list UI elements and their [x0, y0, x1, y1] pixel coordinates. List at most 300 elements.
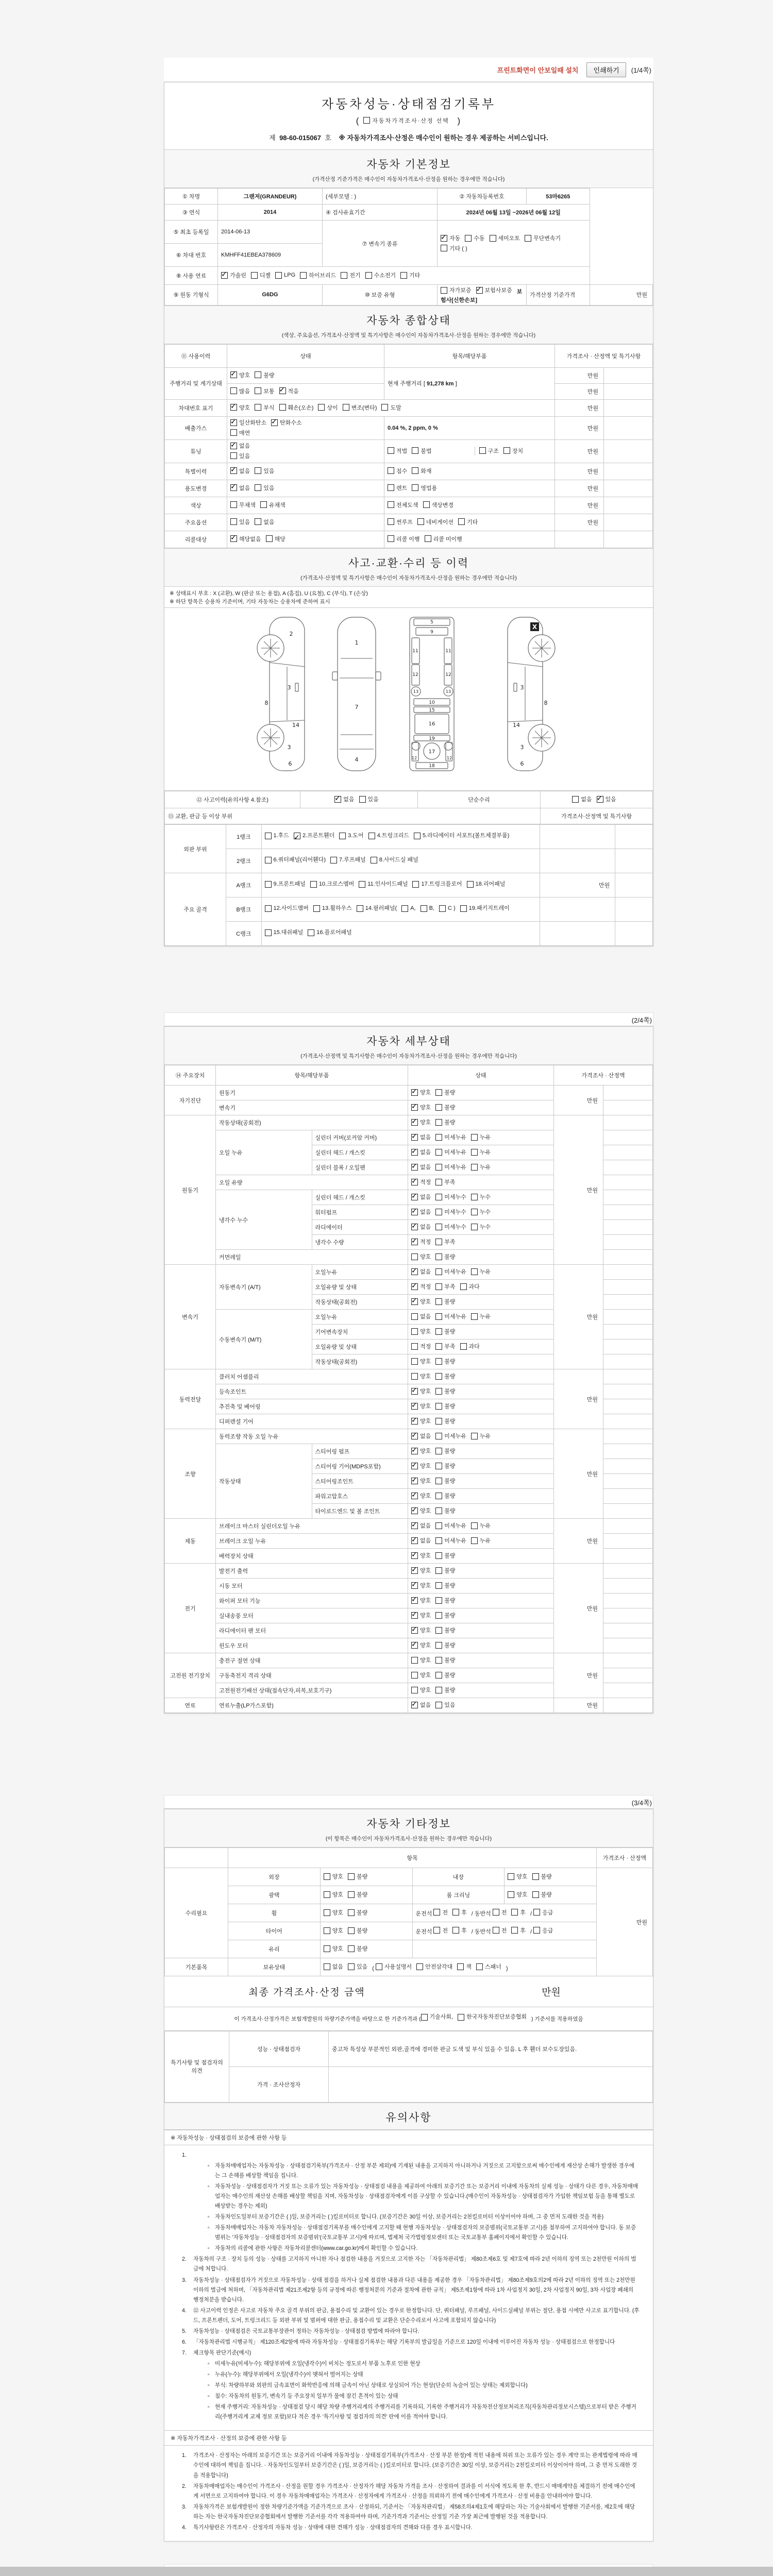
status-cell — [408, 1519, 554, 1534]
checkbox-누유[interactable] — [471, 1268, 478, 1275]
note-cell — [603, 1489, 653, 1504]
checkbox-양호[interactable] — [411, 1388, 418, 1395]
checkbox-label: 전체도색 — [396, 502, 418, 509]
note-cell — [604, 480, 653, 497]
checkbox-item — [511, 1908, 526, 1917]
checkbox-불량[interactable] — [435, 1597, 442, 1604]
checkbox-item — [357, 903, 397, 914]
checkbox-있음[interactable] — [359, 796, 366, 803]
checkbox-없음[interactable] — [230, 484, 237, 491]
checkbox-없음[interactable] — [411, 1268, 418, 1275]
diagram-number-8: 8 — [264, 700, 268, 707]
checkbox-무단변속기[interactable] — [525, 235, 531, 242]
checkbox-양호[interactable] — [411, 1418, 418, 1425]
checkbox-화재[interactable] — [412, 467, 418, 474]
checkbox-17.트렁크플로어[interactable] — [412, 881, 419, 888]
checkbox-매연[interactable] — [230, 429, 237, 436]
checkbox-기타[interactable] — [458, 518, 465, 525]
checkbox-있음[interactable] — [597, 796, 603, 803]
checkbox-B,[interactable] — [421, 905, 427, 912]
checkbox-부족[interactable] — [435, 1179, 442, 1185]
checkbox-10.크로스멤버[interactable] — [310, 881, 317, 888]
checkbox-양호[interactable] — [411, 1253, 418, 1260]
checkbox-label: 적정 — [420, 1284, 431, 1291]
checkbox-미세누유[interactable] — [435, 1313, 442, 1320]
checkbox-불량[interactable] — [435, 1493, 442, 1499]
checkbox-적법[interactable] — [388, 447, 394, 454]
checkbox-양호[interactable] — [411, 1298, 418, 1305]
repair-외장: 외장 — [228, 1868, 321, 1886]
checkbox-양호[interactable] — [230, 404, 237, 411]
checkbox-양호[interactable] — [411, 1448, 418, 1454]
status-cell — [408, 1190, 554, 1205]
diagram-number-11: 11 — [445, 649, 451, 654]
checkbox-label: 응급 — [542, 1909, 553, 1916]
checkbox-하이브리드[interactable] — [300, 272, 307, 279]
checkbox-불량[interactable] — [435, 1089, 442, 1096]
opinion-appraiser-text — [329, 2066, 653, 2102]
checkbox-안전삼각대[interactable] — [416, 1963, 423, 1970]
checkbox-불량[interactable] — [348, 1945, 355, 1952]
checkbox-label: 잭 — [466, 1964, 472, 1971]
checkbox-item — [324, 1962, 343, 1971]
checkbox-없음[interactable] — [255, 518, 261, 525]
checkbox-불량[interactable] — [435, 1373, 442, 1380]
checkbox-영업용[interactable] — [412, 484, 418, 491]
checkbox-변조(변타)[interactable] — [343, 404, 349, 411]
checkbox-일산화탄소[interactable] — [230, 419, 237, 426]
checkbox-미세누유[interactable] — [435, 1268, 442, 1275]
opinion-inspector-label: 성능 · 상태점검자 — [229, 2031, 329, 2066]
checkbox-없음[interactable] — [411, 1702, 418, 1708]
note-cell — [603, 1220, 653, 1235]
notice-perf-heading: ※ 자동차성능 · 상태점검의 보증에 관한 사항 등 — [164, 2130, 653, 2145]
checkbox-후[interactable] — [452, 1927, 459, 1934]
checkbox-보통[interactable] — [255, 387, 261, 394]
checkbox-가솔린[interactable] — [221, 272, 228, 279]
checkbox-불량[interactable] — [435, 1612, 442, 1619]
checkbox-전[interactable] — [493, 1909, 499, 1916]
checkbox-label: 있음 — [239, 453, 250, 460]
checkbox-후[interactable] — [452, 1909, 459, 1916]
checkbox-16.플로어패널[interactable] — [308, 929, 314, 936]
checkbox-누수[interactable] — [471, 1209, 478, 1215]
checkbox-item — [493, 1908, 507, 1917]
checkbox-침수[interactable] — [388, 467, 394, 474]
checkbox-없음[interactable] — [411, 1149, 418, 1156]
checkbox-불량[interactable] — [435, 1552, 442, 1559]
simple-repair-status — [541, 791, 653, 808]
rank-options — [261, 849, 540, 873]
checkbox-전[interactable] — [433, 1909, 440, 1916]
checkbox-미세누유[interactable] — [435, 1522, 442, 1529]
checkbox-양호[interactable] — [508, 1873, 514, 1880]
checkbox-무채색[interactable] — [230, 501, 237, 508]
checkbox-색상변경[interactable] — [423, 501, 430, 508]
page-3 — [164, 1808, 653, 2541]
checkbox-불량[interactable] — [532, 1873, 539, 1880]
checkbox-label: 없음 — [239, 443, 250, 449]
checkbox-불량[interactable] — [435, 1567, 442, 1574]
checkbox-양호[interactable] — [324, 1945, 330, 1952]
checkbox-부족[interactable] — [435, 1343, 442, 1350]
checkbox-A,[interactable] — [401, 905, 408, 912]
checkbox-불량[interactable] — [435, 1119, 442, 1126]
checkbox-label: 양호 — [420, 1254, 431, 1261]
checkbox-응급[interactable] — [533, 1927, 540, 1934]
status-cell — [408, 1384, 554, 1399]
checkbox-리콜 이행[interactable] — [388, 535, 394, 542]
checkbox-있음[interactable] — [255, 467, 261, 474]
checkbox-label: 없음 — [239, 485, 250, 492]
checkbox-불량[interactable] — [435, 1298, 442, 1305]
notice-item: 1. 가격조사 · 산정자는 아래의 보증기간 또는 보증거리 이내에 자동차성능 · 상태점검기록부(가격조사 · 산정 부분 한정)에 적힌 내용에 허위 또는 오류가 있는 경우 계약 또는 관계법령에 따라 매수인에 대하여 책임을 집니다. · 자동차인도일부터 보증기간은 ( )일, 보증거리는 ( )킬로미터로 합니다. (보증기간은 30일 이상, 보증거리는 2천킬로미터 이상이어야 하며, 그 중 먼저 도래한 것을 적용합니다) — [182, 2452, 637, 2479]
checkbox-4.트렁크리드[interactable] — [368, 833, 375, 839]
row-label-차대번호 표기: 차대번호 표기 — [165, 399, 227, 416]
checkbox-양호[interactable] — [411, 1687, 418, 1693]
final-price-note: 이 가격조사·산정가격은 보험개발원의 차량기준가액을 바탕으로 한 기준가격과 ( 기술사회, 한국자동차진단보증협회 ) 기준서를 적용하였음 — [164, 2007, 653, 2031]
checkbox-item — [265, 903, 309, 914]
checkbox-label: 양호 — [420, 1657, 431, 1664]
checkbox-양호[interactable] — [230, 371, 237, 378]
checkbox-부족[interactable] — [435, 1239, 442, 1245]
note-cell — [603, 1235, 653, 1250]
checkbox-누유[interactable] — [471, 1134, 478, 1141]
checkbox-15.대쉬패널[interactable] — [265, 929, 272, 936]
checkbox-label: 5.라디에이터 서포트(볼트체결부품) — [423, 832, 510, 839]
checkbox-불량[interactable] — [348, 1927, 355, 1934]
checkbox-양호[interactable] — [411, 1612, 418, 1619]
checkbox-양호[interactable] — [411, 1089, 418, 1096]
checkbox-label: 미세누유 — [444, 1164, 466, 1171]
checkbox-디젤[interactable] — [251, 272, 258, 279]
checkbox-label: 양호 — [420, 1508, 431, 1515]
checkbox-보험사보증[interactable] — [476, 287, 483, 294]
checkbox-양호[interactable] — [411, 1597, 418, 1604]
checkbox-미세누유[interactable] — [435, 1537, 442, 1544]
checkbox-누수[interactable] — [471, 1224, 478, 1230]
checkbox-양호[interactable] — [411, 1358, 418, 1365]
checkbox-불량[interactable] — [435, 1328, 442, 1335]
checkbox-적정[interactable] — [411, 1283, 418, 1290]
checkbox-item — [511, 1926, 526, 1935]
checkbox-없음[interactable] — [411, 1134, 418, 1141]
checkbox-12.사이드멤버[interactable] — [265, 905, 272, 912]
checkbox-양호[interactable] — [411, 1463, 418, 1469]
checkbox-적정[interactable] — [411, 1343, 418, 1350]
checkbox-양호[interactable] — [411, 1642, 418, 1649]
checkbox-1.후드[interactable] — [265, 833, 272, 839]
checkbox-없음[interactable] — [411, 1224, 418, 1230]
checkbox-과다[interactable] — [460, 1283, 467, 1290]
checkbox-label: 양호 — [420, 1105, 431, 1111]
checkbox-item — [411, 1521, 431, 1530]
checkbox-미세누유[interactable] — [435, 1433, 442, 1439]
checkbox-있음[interactable] — [435, 1702, 442, 1708]
checkbox-label: 1.후드 — [273, 832, 289, 839]
checkbox-6.쿼터패널(리어휀다)[interactable] — [265, 857, 272, 863]
checkbox-누유[interactable] — [471, 1522, 478, 1529]
checkbox-미세누유[interactable] — [435, 1149, 442, 1156]
checkbox-양호[interactable] — [411, 1552, 418, 1559]
checkbox-없음[interactable] — [411, 1537, 418, 1544]
checkbox-세미오토[interactable] — [490, 235, 496, 242]
checkbox-후[interactable] — [511, 1927, 518, 1934]
checkbox-5.라디에이터 서포트(볼트체결부품)[interactable] — [414, 833, 421, 839]
checkbox-적음[interactable] — [279, 387, 286, 394]
checkbox-label: 없음 — [420, 1149, 431, 1156]
checkbox-양호[interactable] — [411, 1672, 418, 1679]
checkbox-수소전기[interactable] — [365, 272, 372, 279]
checkbox-label: 불량 — [444, 1090, 456, 1096]
checkbox-양호[interactable] — [324, 1927, 330, 1934]
checkbox-없음[interactable] — [411, 1194, 418, 1200]
note-cell — [603, 1549, 653, 1564]
final-price-row — [164, 1976, 653, 2007]
section-overall-note: (색상, 주요옵션, 가격조사·산정액 및 특기사항은 매수인이 자동차가격조사·산정을 원하는 경우에만 적습니다) — [281, 332, 536, 338]
checkbox-불량[interactable] — [348, 1891, 355, 1898]
checkbox-양호[interactable] — [411, 1582, 418, 1589]
checkbox-14.필러패널([interactable] — [357, 905, 363, 912]
checkbox-없음[interactable] — [411, 1209, 418, 1215]
checkbox-label: 없음 — [420, 1314, 431, 1320]
checkbox-item — [411, 1551, 431, 1560]
checkbox-3.도어[interactable] — [339, 833, 346, 839]
checkbox-미세누유[interactable] — [435, 1164, 442, 1171]
checkbox-불량[interactable] — [435, 1657, 442, 1664]
checkbox-label: 미세누유 — [444, 1149, 466, 1156]
checkbox-label: 리콜 이행 — [396, 536, 420, 543]
checkbox-7.루프패널[interactable] — [330, 857, 337, 863]
checkbox-label: 적정 — [420, 1239, 431, 1246]
checkbox-불량[interactable] — [348, 1909, 355, 1916]
checkbox-label: 양호 — [420, 1388, 431, 1395]
checkbox-label: 불량 — [444, 1120, 456, 1126]
item-배력장치 상태: 배력장치 상태 — [216, 1549, 408, 1564]
checkbox-불량[interactable] — [435, 1507, 442, 1514]
checkbox-불량[interactable] — [435, 1418, 442, 1425]
checkbox-해당[interactable] — [266, 535, 273, 542]
checkbox-누수[interactable] — [471, 1194, 478, 1200]
price-cell: 만원 — [555, 367, 604, 383]
standard-book-2-checkbox[interactable] — [458, 2014, 464, 2021]
item-등속조인트: 등속조인트 — [216, 1384, 408, 1399]
label-reg-no: ② 자동차등록번호 — [438, 189, 527, 205]
checkbox-잭[interactable] — [457, 1963, 464, 1970]
checkbox-썬루프[interactable] — [388, 518, 394, 525]
checkbox-사용설명서[interactable] — [376, 1963, 382, 1970]
checkbox-양호[interactable] — [411, 1493, 418, 1499]
checkbox-item — [435, 1626, 455, 1634]
checkbox-없음[interactable] — [572, 796, 579, 803]
subitem-작동상태(공회전): 작동상태(공회전) — [312, 1295, 408, 1310]
checkbox-네비게이션[interactable] — [417, 518, 424, 525]
checkbox-불법[interactable] — [412, 447, 418, 454]
checkbox-리콜 미이행[interactable] — [425, 535, 431, 542]
checkbox-있음[interactable] — [348, 1963, 355, 1970]
checkbox-없음[interactable] — [230, 467, 237, 474]
checkbox-있음[interactable] — [230, 452, 237, 459]
checkbox-렌트[interactable] — [388, 484, 394, 491]
checkbox-스패너[interactable] — [476, 1963, 483, 1970]
checkbox-없음[interactable] — [411, 1313, 418, 1320]
checkbox-적정[interactable] — [411, 1179, 418, 1185]
checkbox-양호[interactable] — [324, 1873, 330, 1880]
print-button[interactable]: 인쇄하기 — [586, 62, 626, 77]
checkbox-양호[interactable] — [411, 1119, 418, 1126]
section-etc — [164, 1809, 653, 1848]
checkbox-기타[interactable] — [400, 272, 407, 279]
checkbox-없음[interactable] — [411, 1164, 418, 1171]
checkbox-유채색[interactable] — [260, 501, 267, 508]
checkbox-없음[interactable] — [411, 1433, 418, 1439]
checkbox-item — [435, 1342, 455, 1350]
checkbox-있음[interactable] — [230, 518, 237, 525]
checkbox-11.인사이드패널[interactable] — [359, 881, 365, 888]
checkbox-불량[interactable] — [435, 1478, 442, 1484]
checkbox-label: C ) — [448, 905, 456, 911]
checkbox-item — [343, 403, 377, 412]
checkbox-item — [324, 1926, 343, 1935]
etc-h-empty — [165, 1848, 228, 1868]
checkbox-누유[interactable] — [471, 1433, 478, 1439]
status-cell — [408, 1354, 554, 1369]
price-select-checkbox[interactable] — [363, 117, 370, 124]
checkbox-누유[interactable] — [471, 1149, 478, 1156]
checkbox-양호[interactable] — [411, 1507, 418, 1514]
checkbox-label: 미세누유 — [444, 1269, 466, 1276]
checkbox-불량[interactable] — [435, 1358, 442, 1365]
checkbox-후[interactable] — [511, 1909, 518, 1916]
checkbox-item — [411, 1462, 431, 1470]
checkbox-미세누수[interactable] — [435, 1194, 442, 1200]
item-냉각수 누수: 냉각수 누수 — [216, 1190, 312, 1250]
checkbox-부식[interactable] — [255, 404, 261, 411]
checkbox-미세누수[interactable] — [435, 1209, 442, 1215]
checkbox-없음[interactable] — [411, 1522, 418, 1529]
item-추진축 및 베어링: 추진축 및 베어링 — [216, 1399, 408, 1414]
checkbox-전[interactable] — [493, 1927, 499, 1934]
standard-book-1-checkbox[interactable] — [421, 2014, 428, 2021]
checkbox-item — [411, 1163, 431, 1171]
checkbox-전기[interactable] — [341, 272, 347, 279]
item-cell-emission — [384, 416, 555, 439]
checkbox-탄화수소[interactable] — [271, 419, 278, 426]
checkbox-label: 자가보증 — [449, 287, 472, 294]
checkbox-과다[interactable] — [460, 1343, 467, 1350]
checkbox-불량[interactable] — [435, 1687, 442, 1693]
device-조향: 조향 — [165, 1429, 216, 1519]
note-cell — [603, 1698, 653, 1713]
checkbox-label: 세미오토 — [498, 235, 520, 242]
checkbox-기타 ( )[interactable] — [441, 245, 447, 251]
checkbox-양호[interactable] — [324, 1891, 330, 1898]
status-cell — [408, 1235, 554, 1250]
checkbox-item — [417, 518, 453, 526]
checkbox-양호[interactable] — [411, 1627, 418, 1634]
checkbox-불량[interactable] — [435, 1642, 442, 1649]
note-cell — [603, 1384, 653, 1399]
checkbox-item — [457, 1962, 472, 1971]
checkbox-누유[interactable] — [471, 1164, 478, 1171]
checkbox-C )[interactable] — [439, 905, 446, 912]
checkbox-많음[interactable] — [230, 387, 237, 394]
checkbox-item — [255, 371, 274, 379]
note-cell — [603, 1369, 653, 1384]
price-cell: 만원 — [554, 1429, 603, 1519]
checkbox-응급[interactable] — [533, 1909, 540, 1916]
checkbox-양호[interactable] — [411, 1478, 418, 1484]
checkbox-도말[interactable] — [381, 404, 388, 411]
checkbox-수동[interactable] — [465, 235, 472, 242]
checkbox-상이[interactable] — [318, 404, 325, 411]
checkbox-없음[interactable] — [334, 796, 341, 803]
checkbox-양호[interactable] — [411, 1403, 418, 1410]
checkbox-양호[interactable] — [411, 1328, 418, 1335]
checkbox-양호[interactable] — [411, 1657, 418, 1664]
item-오일 누유: 오일 누유 — [216, 1130, 312, 1175]
checkbox-2.프론트휀더[interactable] — [294, 833, 300, 839]
checkbox-자가보증[interactable] — [441, 287, 447, 294]
checkbox-없음[interactable] — [324, 1963, 330, 1970]
checkbox-양호[interactable] — [411, 1567, 418, 1574]
checkbox-불량[interactable] — [435, 1448, 442, 1454]
checkbox-전체도색[interactable] — [388, 501, 394, 508]
checkbox-18.리어패널[interactable] — [467, 881, 474, 888]
checkbox-미세누유[interactable] — [435, 1134, 442, 1141]
checkbox-양호[interactable] — [508, 1891, 514, 1898]
checkbox-적정[interactable] — [411, 1239, 418, 1245]
checkbox-부족[interactable] — [435, 1283, 442, 1290]
checkbox-전[interactable] — [433, 1927, 440, 1934]
checkbox-구조[interactable] — [479, 447, 486, 454]
checkbox-양호[interactable] — [411, 1104, 418, 1111]
checkbox-불량[interactable] — [255, 371, 261, 378]
print-install-notice[interactable]: 프린트화면이 안보일때 설치 — [497, 66, 579, 74]
checkbox-불량[interactable] — [435, 1672, 442, 1679]
checkbox-불량[interactable] — [348, 1873, 355, 1880]
checkbox-item — [471, 1148, 491, 1156]
checkbox-19.패키지트레이[interactable] — [460, 905, 467, 912]
checkbox-불량[interactable] — [435, 1582, 442, 1589]
checkbox-있음[interactable] — [255, 484, 261, 491]
checkbox-불량[interactable] — [532, 1891, 539, 1898]
checkbox-13.휠하우스[interactable] — [313, 905, 320, 912]
checkbox-9.프론트패널[interactable] — [265, 881, 272, 888]
checkbox-누유[interactable] — [471, 1313, 478, 1320]
notice-perf-body: 1. ▫ 자동차매매업자는 자동차성능 · 상태점검기록부(가격조사 · 산정 부분 제외)에 기재된 내용을 고지하지 아니하거나 거짓으로 고지함으로써 매수인에게 재산상 손해가 발생한 경우에는 그 손해를 배상할 책임을 집니다. ▫ 자동차성능 · 상태점검자가 거짓 또는 오류가 있는 자동차성능 · 상태점검 내용을 제공하여 아래의 보증기간 또는 보증거리 이내에 자동차의 실제 성능 · 상태가 다른 경우, 자동차매매업자는 매수인의 재산상 손해를 배상할 책임을 지며, 자동차성능 · 상태점검자에게 이를 구상할 수 있습니다.(매수인이 자동차성능 · 상태점검자가 가입한 책임보험 등을 통해 별도로 배상받는 경우는 제외) ▫ 자동차인도일부터 보증기간은 ( )일, 보증거리는 ( )킬로미터로 합니다. (보증기간은 30일 이상, 보증거리는 2천킬로미터 이상이어야 하며, 그 중 먼저 도래한 것을 적용) ▫ 자동차매매업자는 자동차 자동차성능 · 상태점검기록부를 매수인에게 고지할 때 현행 자동차성능 · 상태점검자의 보증범위(국토교통부 고시)를 첨부하여 고지하여야 합니다. 동 보증범위는 '자동차성능 · 상태점검자의 보증범위'(국토교통부 고시)에 따르며, 법제처 국가법령정보센터 또는 국토교통부 홈페이지에서 확인할 수 있습니다. ▫ 자동차의 리콜에 관한 사항은 자동차리콜센터(www.car.go.kr)에서 확인할 수 있습니다. 2. 자동차의 구조 · 장치 등의 성능 · 상태를 고지하지 아니한 자나 점검한 내용을 거짓으로 고지한 자는 「자동차관리법」 제80조제6호 및 제7호에 따라 2년 이하의 징역 또는 2천만원 이하의 벌금에 처합니다. 3. 자동차성능 · 상태점검자가 거짓으로 자동차성능 · 상태 점검을 하거나 실제 점검한 내용과 다른 내용을 제공한 경우 「자동차관리법」 제80조제9호의2에 따라 2년 이하의 징역 또는 2천만원 이하의 벌금에 처하며, 「자동차관리법 제21조제2항 등의 규정에 따른 행정처분의 기준과 절차에 관한 규칙」 제5조제1항에 따라 1차 사업정지 30일, 2차 사업정지 90일, 3차 사업장 폐쇄의 행정처분을 받습니다. 4. ⑫ 사고이력 인정은 사고로 자동차 주요 골격 부위의 판금, 용접수리 및 교환이 있는 경우로 한정합니다. 단, 쿼터패널, 루프패널, 사이드실패널 부위는 절단, 용접 시에만 사고로 표기합니다. (후드, 프론트펜더, 도어, 트렁크리드 등 외판 부위 및 범퍼에 대한 판금, 용접수리 및 교환은 단순수리로서 사고에 포함되지 않습니다) 5. 자동차성능 · 상태점검은 국토교통부장관이 정하는 자동차성능 · 상태점검 방법에 따라야 합니다. 6. 「자동차관리법 시행규칙」 제120조제2항에 따라 자동차성능 · 상태점검기록부는 해당 기록부의 발급일을 기준으로 120일 이내에 이루어진 자동차 성능 · 상태점검으로 한정합니다 7. 체크항목 판단기준(예시) ▫ 미세누유(미세누수): 해당부위에 오일(냉각수)이 비치는 정도로서 부품 노후로 인한 현상 ▫ 누유(누수): 해당부위에서 오일(냉각수)이 맺혀서 떨어지는 상태 ▫ 부식: 차량하부와 외판의 금속표면이 화학반응에 의해 금속이 아닌 상태로 상실되어 가는 현상(단순히 녹슬어 있는 상태는 제외합니다) ▫ 침수: 자동차의 원동기, 변속기 등 주요장치 일부가 물에 잠긴 흔적이 있는 상태 ▫ 현재 주행거리: 자동차성능 · 상태점검 당시 해당 차량 주행거리계의 주행거리를 기록하되, 기록한 주행거리가 자동차전산정보처리조직(자동차관리정보시스템)으로부터 받은 주행거리(주행거리계 교체 정보 포함)보다 적은 경우 '특기사항 및 점검자의 의견' 란에 이를 적어야 합니다. — [164, 2145, 653, 2431]
checkbox-자동[interactable] — [441, 235, 447, 242]
checkbox-불량[interactable] — [435, 1403, 442, 1410]
checkbox-미세누수[interactable] — [435, 1224, 442, 1230]
checkbox-없음[interactable] — [230, 443, 237, 449]
checkbox-해당없음[interactable] — [230, 535, 237, 542]
checkbox-불량[interactable] — [435, 1388, 442, 1395]
checkbox-불량[interactable] — [435, 1627, 442, 1634]
checkbox-양호[interactable] — [411, 1373, 418, 1380]
opinion-group-label: 특기사항 및 점검자의 의견 — [165, 2031, 229, 2102]
checkbox-8.사이드실 패널[interactable] — [371, 857, 377, 863]
checkbox-양호[interactable] — [324, 1909, 330, 1916]
repair-status — [320, 1886, 412, 1904]
checkbox-훼손(오손)[interactable] — [279, 404, 286, 411]
checkbox-불량[interactable] — [435, 1253, 442, 1260]
checkbox-불량[interactable] — [435, 1463, 442, 1469]
checkbox-불량[interactable] — [435, 1104, 442, 1111]
checkbox-누유[interactable] — [471, 1537, 478, 1544]
checkbox-LPG[interactable] — [275, 272, 282, 279]
checkbox-장치[interactable] — [503, 447, 510, 454]
